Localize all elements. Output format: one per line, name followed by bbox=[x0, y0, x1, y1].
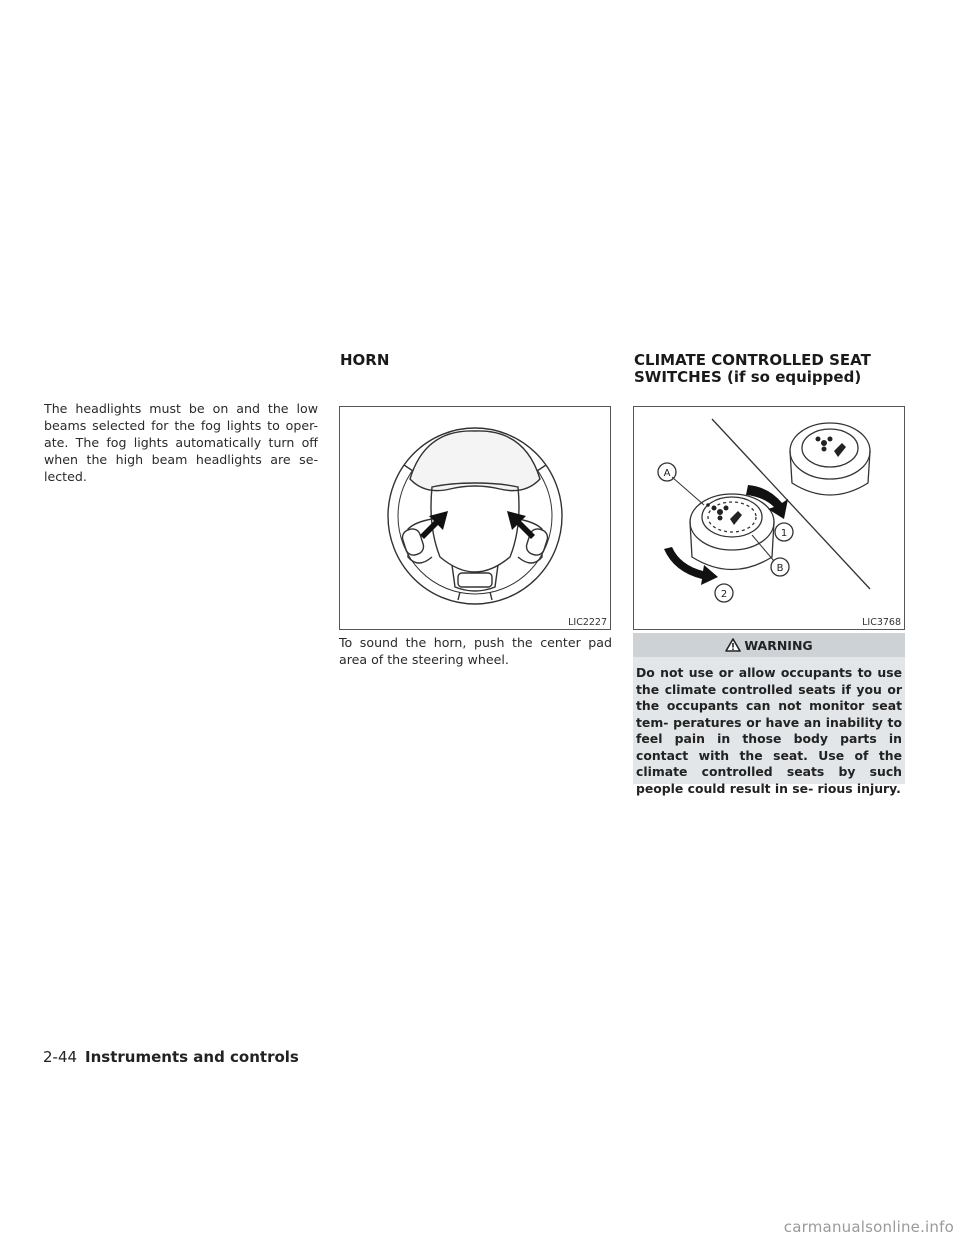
horn-heading: HORN bbox=[340, 351, 390, 369]
fog-lights-paragraph: The headlights must be on and the low beams selected for the fog lights to oper- ate. The fog lights automatically turn off when the high beam headlights are se- lected. bbox=[44, 401, 318, 484]
warning-box bbox=[633, 633, 905, 796]
climate-switch-illustration bbox=[634, 407, 904, 629]
warning-text: Do not use or allow occupants to use the climate controlled seats if you or the occupants can not monitor seat tem- peratures or have an inability to feel pain in those body parts in contact with the seat. Use of the climate controlled seats by such people could result in se- rious injury. bbox=[636, 665, 902, 796]
climate-heading-line2: SWITCHES (if so equipped) bbox=[634, 368, 862, 386]
watermark: carmanualsonline.info bbox=[783, 1218, 954, 1236]
horn-text-block bbox=[339, 635, 612, 669]
warning-title: WARNING bbox=[744, 637, 813, 653]
page-footer bbox=[43, 1048, 299, 1066]
horn-paragraph: To sound the horn, push the center pad area of the steering wheel. bbox=[339, 635, 612, 667]
climate-figure-code: LIC3768 bbox=[862, 617, 901, 628]
climate-seat-heading bbox=[634, 352, 871, 386]
climate-switch-figure bbox=[633, 406, 905, 630]
steering-wheel-illustration bbox=[340, 407, 610, 629]
column-left bbox=[44, 401, 318, 486]
callout-1: 1 bbox=[780, 528, 788, 539]
section-title: Instruments and controls bbox=[85, 1048, 299, 1066]
page-number: 2-44 bbox=[43, 1048, 78, 1066]
horn-figure-code: LIC2227 bbox=[568, 617, 607, 628]
climate-heading-line1: CLIMATE CONTROLLED SEAT bbox=[634, 351, 871, 369]
warning-triangle-icon bbox=[725, 638, 741, 652]
steering-wheel-figure bbox=[339, 406, 611, 630]
callout-b: B bbox=[776, 563, 784, 574]
callout-a: A bbox=[663, 468, 671, 479]
callout-2: 2 bbox=[720, 589, 728, 600]
warning-header bbox=[633, 633, 905, 657]
